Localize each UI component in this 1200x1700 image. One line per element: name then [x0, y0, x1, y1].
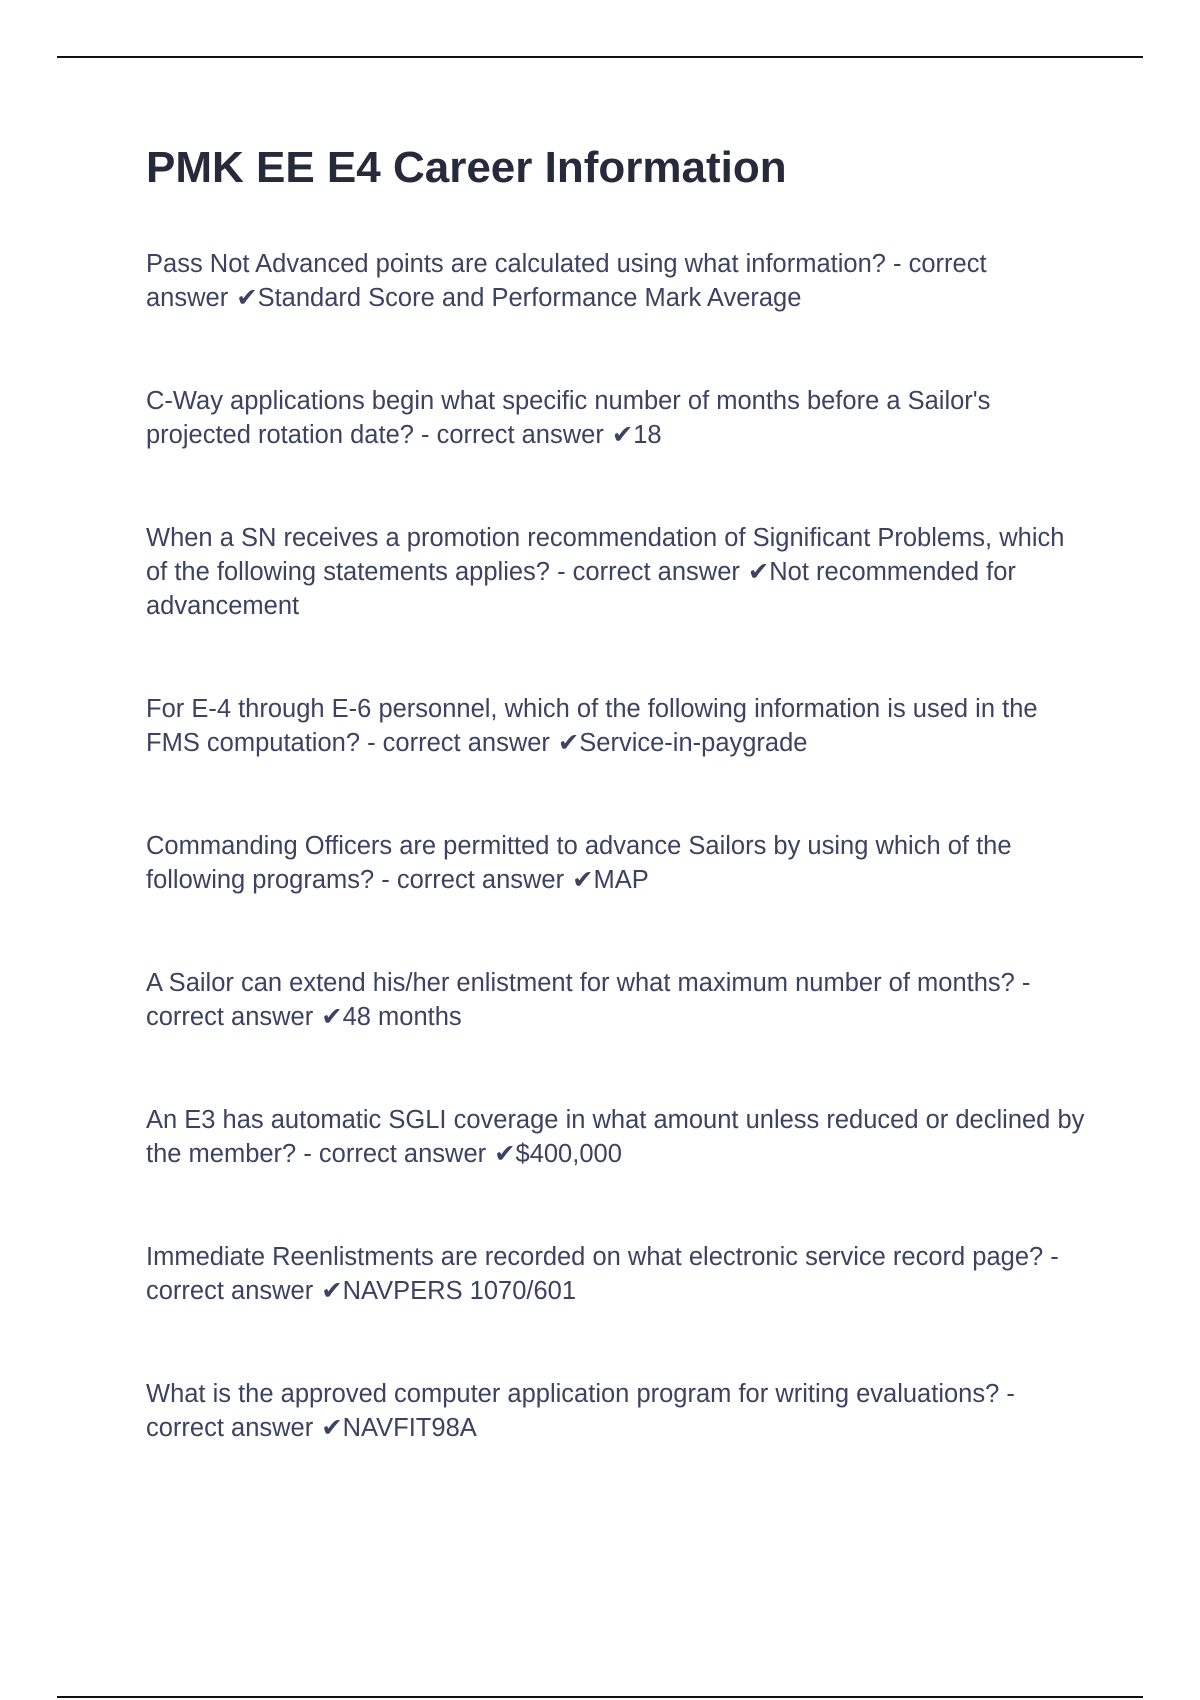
answer-text: $400,000	[515, 1139, 622, 1168]
answer-marker: - correct answer	[381, 865, 565, 894]
question-text: When a SN receives a promotion recommendation of Significant Problems, which of the following statements applies?	[146, 523, 1065, 586]
top-rule	[57, 56, 1143, 58]
answer-text: MAP	[593, 865, 649, 894]
answer-marker: - correct answer	[303, 1139, 487, 1168]
qa-item	[146, 521, 1092, 623]
question-text: Commanding Officers are permitted to advance Sailors by using which of the following programs?	[146, 831, 1012, 894]
qa-list	[146, 247, 1092, 1445]
answer-marker: - correct answer	[367, 728, 550, 757]
checkmark-icon: ✔	[321, 1002, 343, 1031]
qa-item	[146, 966, 1092, 1034]
checkmark-icon: ✔	[611, 420, 634, 449]
answer-text: NAVPERS 1070/601	[342, 1276, 577, 1305]
checkmark-icon: ✔	[572, 865, 594, 894]
checkmark-icon: ✔	[557, 728, 580, 757]
qa-item	[146, 692, 1092, 760]
answer-text: NAVFIT98A	[342, 1413, 477, 1442]
checkmark-icon: ✔	[236, 283, 258, 312]
answer-marker: - correct answer	[146, 249, 987, 312]
answer-marker: - correct answer	[421, 420, 604, 449]
question-text: Pass Not Advanced points are calculated using what information?	[146, 249, 886, 278]
qa-item	[146, 247, 1092, 315]
qa-item	[146, 1377, 1092, 1445]
qa-item	[146, 1240, 1092, 1308]
question-text: A Sailor can extend his/her enlistment for what maximum number of months?	[146, 968, 1015, 997]
answer-text: 18	[633, 420, 662, 449]
answer-text: 48 months	[342, 1002, 462, 1031]
question-text: For E-4 through E-6 personnel, which of the following information is used in the FMS computation?	[146, 694, 1038, 757]
question-text: What is the approved computer application program for writing evaluations?	[146, 1379, 1000, 1408]
qa-item	[146, 384, 1092, 452]
question-text: An E3 has automatic SGLI coverage in what amount unless reduced or declined by the member?	[146, 1105, 1085, 1168]
page-title: PMK EE E4 Career Information	[146, 143, 787, 192]
answer-marker: - correct answer	[146, 1379, 1015, 1442]
answer-text: Standard Score and Performance Mark Average	[257, 283, 802, 312]
checkmark-icon: ✔	[494, 1139, 516, 1168]
answer-marker: - correct answer	[146, 1242, 1059, 1305]
answer-text: Not recommended for advancement	[146, 557, 1016, 620]
document-body	[146, 142, 1092, 1514]
answer-marker: - correct answer	[146, 968, 1031, 1031]
checkmark-icon: ✔	[321, 1413, 343, 1442]
qa-item	[146, 829, 1092, 897]
qa-item	[146, 1103, 1092, 1171]
answer-marker: - correct answer	[557, 557, 740, 586]
bottom-rule	[57, 1696, 1143, 1698]
question-text: C-Way applications begin what specific number of months before a Sailor's projected rotation date?	[146, 386, 991, 449]
question-text: Immediate Reenlistments are recorded on what electronic service record page?	[146, 1242, 1044, 1271]
checkmark-icon: ✔	[321, 1276, 343, 1305]
checkmark-icon: ✔	[747, 557, 770, 586]
answer-text: Service-in-paygrade	[579, 728, 808, 757]
